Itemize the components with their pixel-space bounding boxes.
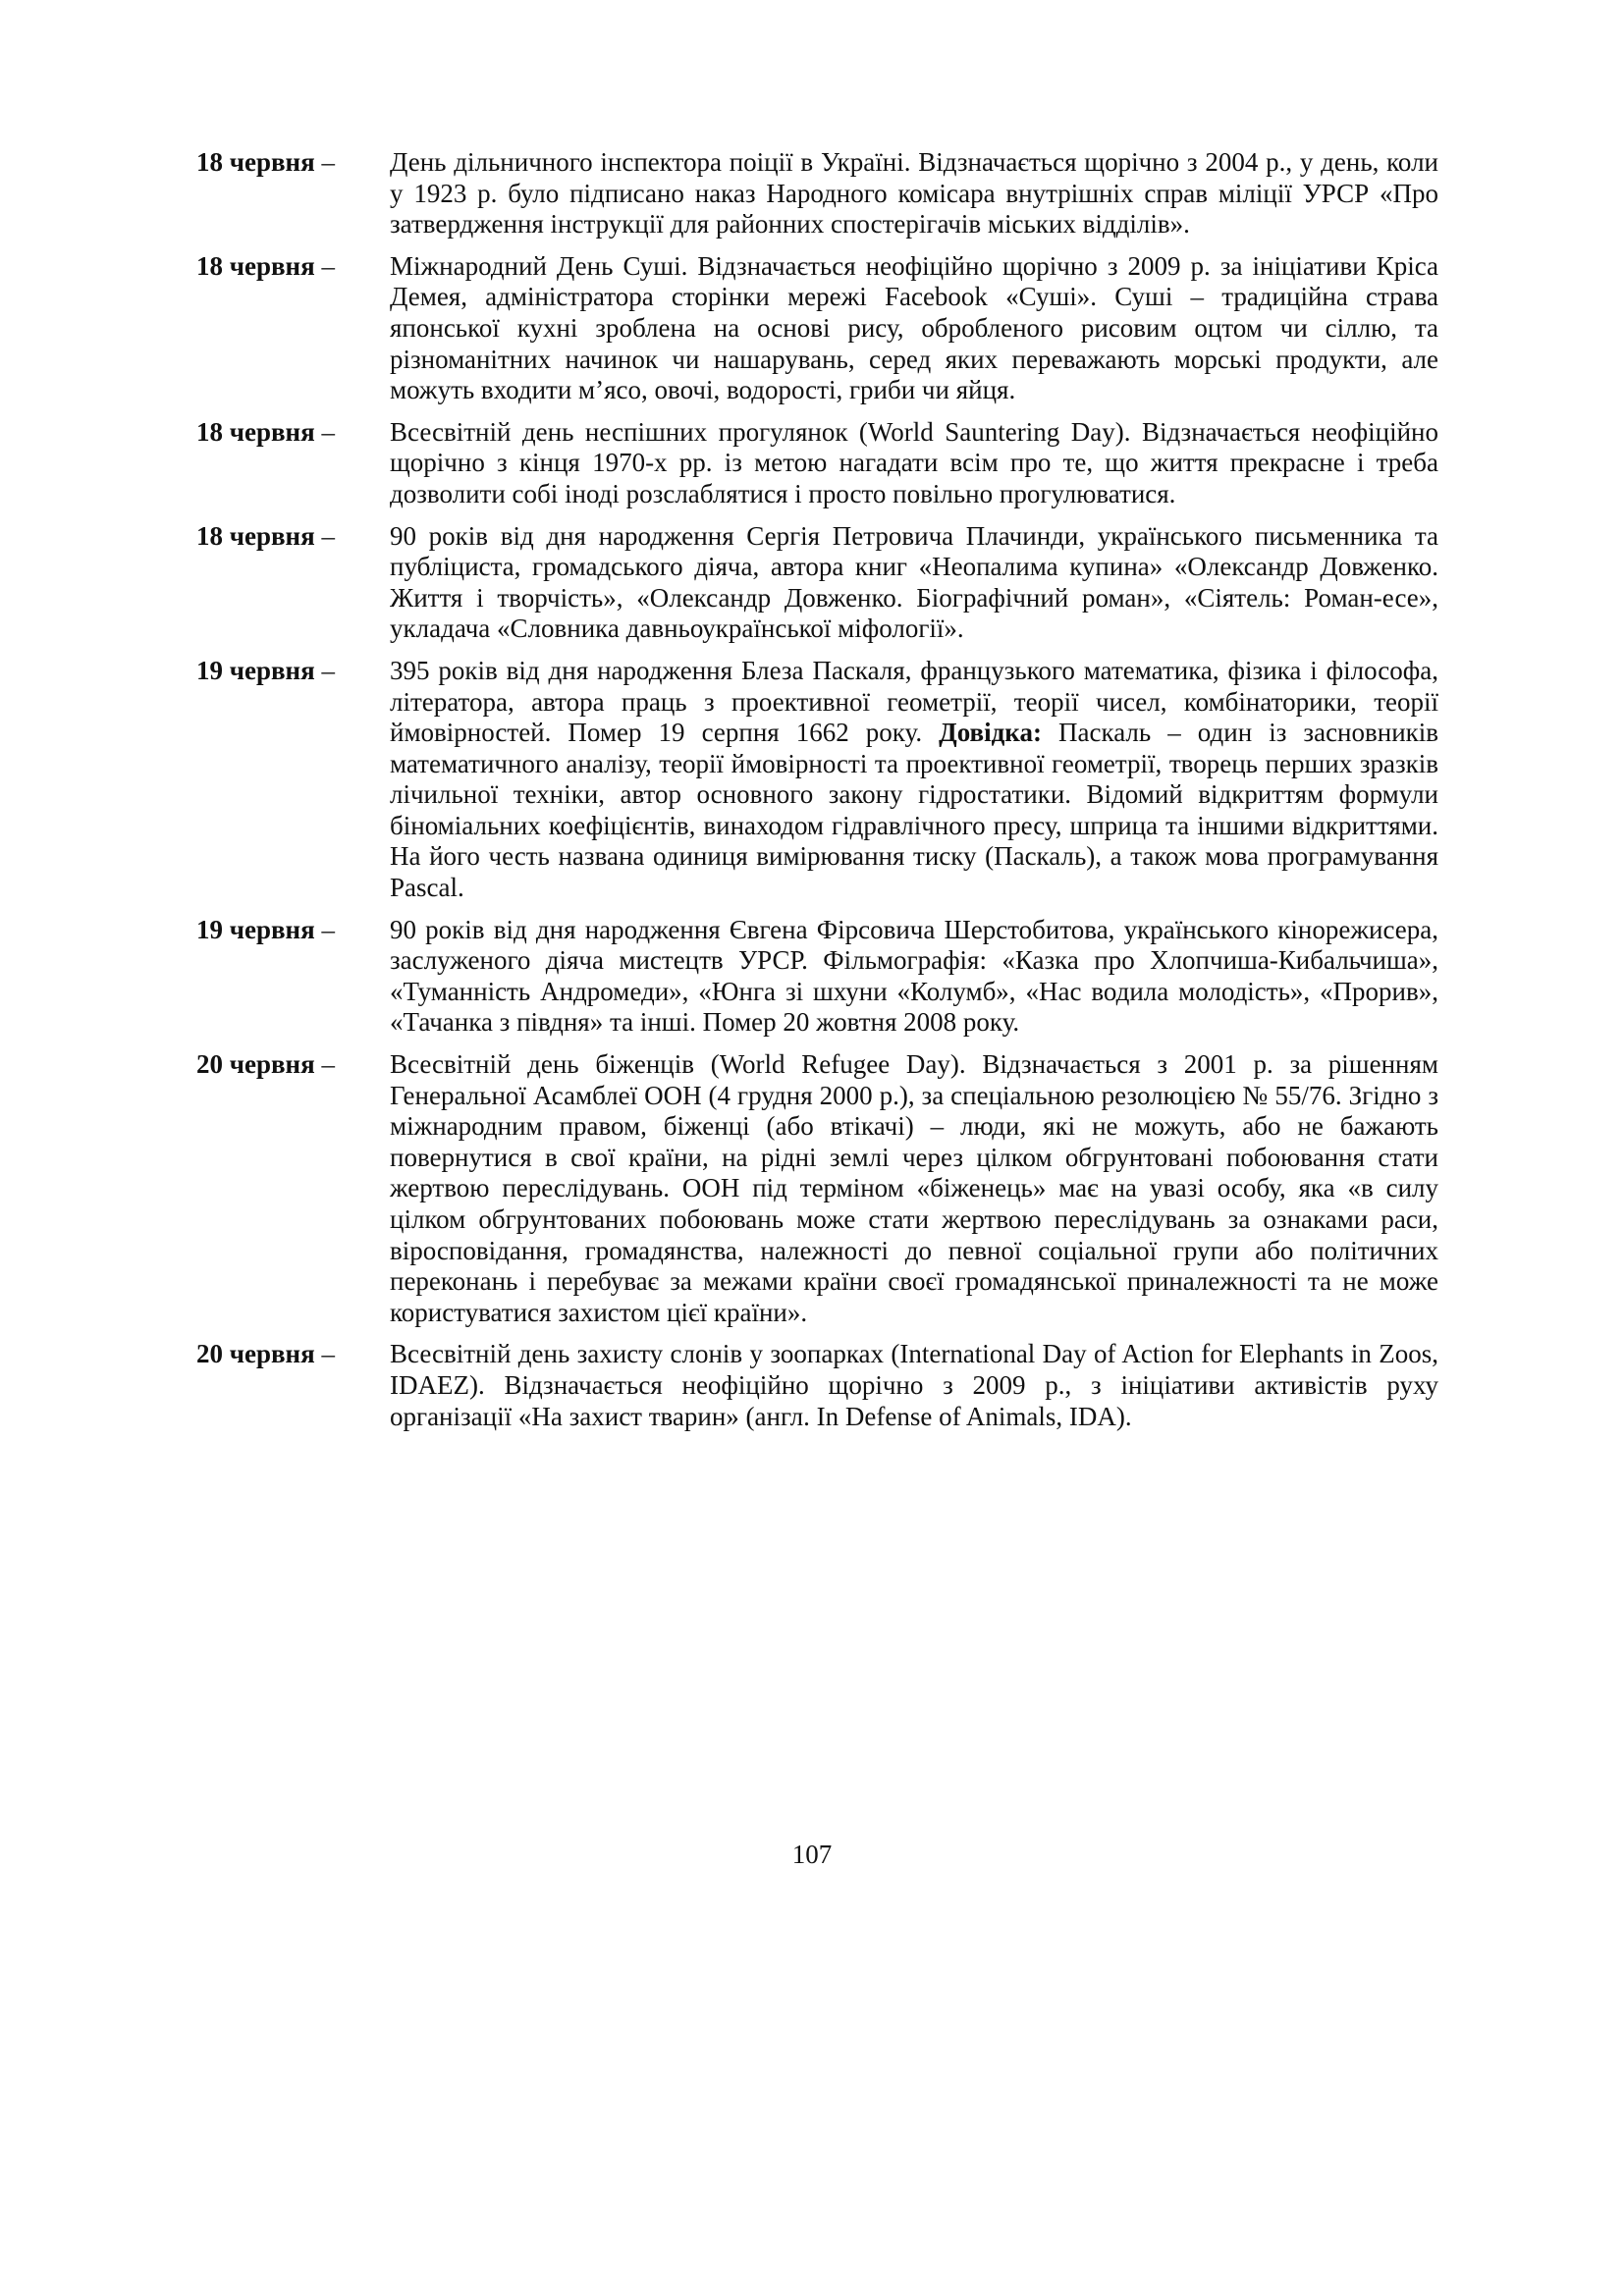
entry-text: 90 років від дня народження Євгена Фірсовича Шерстобитова, українського кінорежисера, заслуженого діяча мистецтв УРСР. Фільмографія: «Казка про Хлопчиша-Кибальчиша», «Туманність Андромеди», «Юнга зі шхуни «Колумб», «Нас водила молодість», «Прорив», «Тачанка з півдня» та інші. Помер 20 жовтня 2008 року. [390,914,1438,1038]
calendar-entry [196,915,1438,1039]
note-label: Довідка: [939,718,1042,748]
calendar-entry [196,1339,1438,1432]
entry-text-main: 395 років від дня народження Блеза Паскаля, французького математика, фізика і філософа, літератора, автора праць з проективної геометрії, теорії чисел, комбінаторики, теорії ймовірностей. Помер 19 серпня 1662 року. [390,655,1438,748]
entry-text: Всесвітній день неспішних прогулянок (World Sauntering Day). Відзначається неофіційно щорічно з кінця 1970-х рр. із метою нагадати всім про те, що життя прекрасне і треба дозволити собі іноді розслаблятися і просто повільно прогулюватися. [390,416,1438,508]
entry-heading [196,1049,335,1081]
entry-heading [196,1339,335,1370]
entry-heading [196,417,335,449]
entry-dash: – [314,416,335,447]
entry-date: 20 червня [196,1049,315,1080]
entry-text: Міжнародний День Суші. Відзначається неофіційно щорічно з 2009 р. за ініціативи Кріса Демея, адміністратора сторінки мережі Facebook «Суші». Суші – традиційна страва японської кухні зроблена на основі рису, обробленого рисовим оцтом чи сіллю, та різноманітних начинок чи нашарувань, серед яких переважають морські продукти, але можуть входити м’ясо, овочі, водорості, гриби чи яйця. [390,250,1438,405]
entry-date: 18 червня [196,250,315,281]
entry-text: 90 років від дня народження Сергія Петровича Плачинди, українського письменника та публіциста, громадського діяча, автора книг «Неопалима купина» «Олександр Довженко. Життя і творчість», «Олександр Довженко. Біографічний роман», «Сіятель: Роман-есе», укладача «Словника давньоукраїнської міфології». [390,520,1438,644]
entry-dash: – [314,914,335,944]
entry-date: 19 червня [196,655,315,685]
calendar-entries [196,147,1438,1443]
entry-dash: – [314,1339,335,1369]
entry-heading [196,656,335,687]
page-number: 107 [791,1840,833,1869]
calendar-entry [196,417,1438,510]
entry-heading [196,251,335,283]
entry-date: 18 червня [196,147,315,177]
entry-dash: – [314,250,335,281]
entry-date: 20 червня [196,1339,315,1369]
entry-date: 19 червня [196,914,315,944]
entry-text: День дільничного інспектора поіції в Україні. Відзначається щорічно з 2004 р., у день, коли у 1923 р. було підписано наказ Народного комісара внутрішніх справ міліції УРСР «Про затвердження інструкції для районних спостерігачів міських відділів». [390,147,1438,240]
entry-dash: – [314,520,335,551]
calendar-entry [196,1049,1438,1328]
note-text: Паскаль – один із засновників математичного аналізу, теорії ймовірності та проективної геометрії, творець перших зразків лічильної техніки, автор основного закону гідростатики. Відомий відкриттям формули біноміальних коефіцієнтів, винаходом гідравлічного пресу, шприца та іншими відкриттями. На його честь названа одиниця вимірювання тиску (Паскаль), а також мова програмування Pascal. [390,718,1439,903]
entry-text: Всесвітній день захисту слонів у зоопарках (International Day of Action for Elephants in Zoos, IDAEZ). Відзначається неофіційно щорічно з 2009 р., з ініціативи активістів руху організації «На захист тварин» (англ. In Defense of Animals, IDA). [390,1339,1438,1431]
entry-heading [196,521,335,553]
entry-date: 18 червня [196,416,315,447]
entry-dash: – [314,147,335,177]
calendar-entry [196,656,1438,904]
entry-dash: – [314,655,335,685]
entry-date: 18 червня [196,520,315,551]
entry-dash: – [314,1049,335,1080]
entry-text: Всесвітній день біженців (World Refugee Day). Відзначається з 2001 р. за рішенням Генеральної Асамблеї ООН (4 грудня 2000 р.), за спеціальною резолюцією № 55/76. Згідно з міжнародним правом, біженці (або втікачі) – люди, які не можуть, або не бажають повернутися в свої країни, на рідні землі через цілком обгрунтовані побоювання стати жертвою переслідувань. ООН під терміном «біженець» має на увазі особу, яка «в силу цілком обгрунтованих побоювань може стати жертвою переслідувань за ознаками раси, віросповідання, громадянства, належності до певної соціальної групи або політичних переконань і перебуває за межами країни своєї громадянської приналежності та не може користуватися захистом цієї країни». [390,1049,1438,1327]
calendar-entry [196,251,1438,406]
calendar-entry [196,147,1438,240]
entry-heading [196,915,335,946]
calendar-entry [196,521,1438,645]
entry-text [390,656,1438,904]
entry-heading [196,147,335,179]
